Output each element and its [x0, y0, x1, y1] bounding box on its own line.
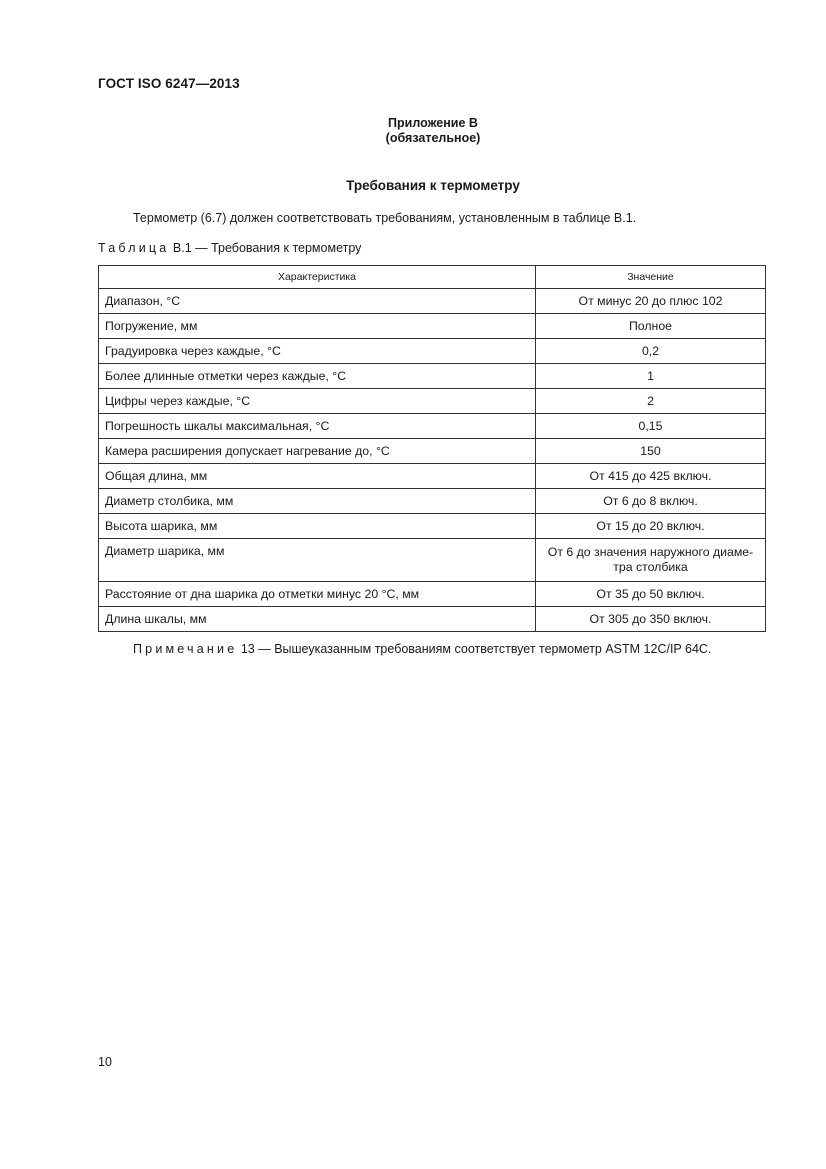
row-value: 2	[536, 389, 766, 414]
appendix-heading	[0, 116, 826, 146]
row-value: От минус 20 до плюс 102	[536, 289, 766, 314]
row-value: 1	[536, 364, 766, 389]
table-row	[99, 539, 766, 582]
row-characteristic: Цифры через каждые, °С	[99, 389, 536, 414]
table-row	[99, 607, 766, 632]
row-value: От 35 до 50 включ.	[536, 582, 766, 607]
table-caption-word: Таблица	[98, 241, 170, 255]
table-note	[133, 642, 711, 656]
row-characteristic: Общая длина, мм	[99, 464, 536, 489]
table-header-row	[99, 266, 766, 289]
table-row	[99, 489, 766, 514]
table-row	[99, 389, 766, 414]
row-value: От 15 до 20 включ.	[536, 514, 766, 539]
row-characteristic: Более длинные отметки через каждые, °С	[99, 364, 536, 389]
page-number: 10	[98, 1055, 112, 1069]
row-value: 150	[536, 439, 766, 464]
note-text: 13 — Вышеуказанным требованиям соответствует термометр ASTM 12C/IP 64C.	[240, 642, 712, 656]
row-characteristic: Камера расширения допускает нагревание до, °С	[99, 439, 536, 464]
table-row	[99, 314, 766, 339]
row-value: От 6 до значения наружного диаме- тра столбика	[536, 539, 766, 582]
row-characteristic: Диаметр столбика, мм	[99, 489, 536, 514]
requirements-table	[98, 265, 766, 632]
intro-paragraph: Термометр (6.7) должен соответствовать требованиям, установленным в таблице В.1.	[133, 211, 637, 225]
row-characteristic: Диапазон, °С	[99, 289, 536, 314]
header-characteristic: Характеристика	[99, 266, 536, 289]
table-row	[99, 339, 766, 364]
header-value: Значение	[536, 266, 766, 289]
table-caption-text: В.1 — Требования к термометру	[172, 241, 362, 255]
row-characteristic: Высота шарика, мм	[99, 514, 536, 539]
note-label: Примечание	[133, 642, 238, 656]
row-value: 0,15	[536, 414, 766, 439]
table-row	[99, 439, 766, 464]
table-row	[99, 514, 766, 539]
row-value: 0,2	[536, 339, 766, 364]
appendix-status: (обязательное)	[385, 131, 481, 145]
row-characteristic: Погрешность шкалы максимальная, °С	[99, 414, 536, 439]
table-row	[99, 582, 766, 607]
table-row	[99, 414, 766, 439]
row-value: Полное	[536, 314, 766, 339]
row-value: От 415 до 425 включ.	[536, 464, 766, 489]
row-characteristic: Длина шкалы, мм	[99, 607, 536, 632]
appendix-title: Приложение В	[388, 116, 478, 130]
row-characteristic: Погружение, мм	[99, 314, 536, 339]
section-title: Требования к термометру	[346, 178, 520, 193]
table-row	[99, 364, 766, 389]
row-value: От 305 до 350 включ.	[536, 607, 766, 632]
row-characteristic: Градуировка через каждые, °С	[99, 339, 536, 364]
table-caption	[98, 241, 361, 255]
table-row	[99, 289, 766, 314]
row-characteristic: Расстояние от дна шарика до отметки минус 20 °С, мм	[99, 582, 536, 607]
row-value: От 6 до 8 включ.	[536, 489, 766, 514]
table-row	[99, 464, 766, 489]
row-characteristic: Диаметр шарика, мм	[99, 539, 536, 582]
standard-code: ГОСТ ISO 6247—2013	[98, 76, 240, 91]
